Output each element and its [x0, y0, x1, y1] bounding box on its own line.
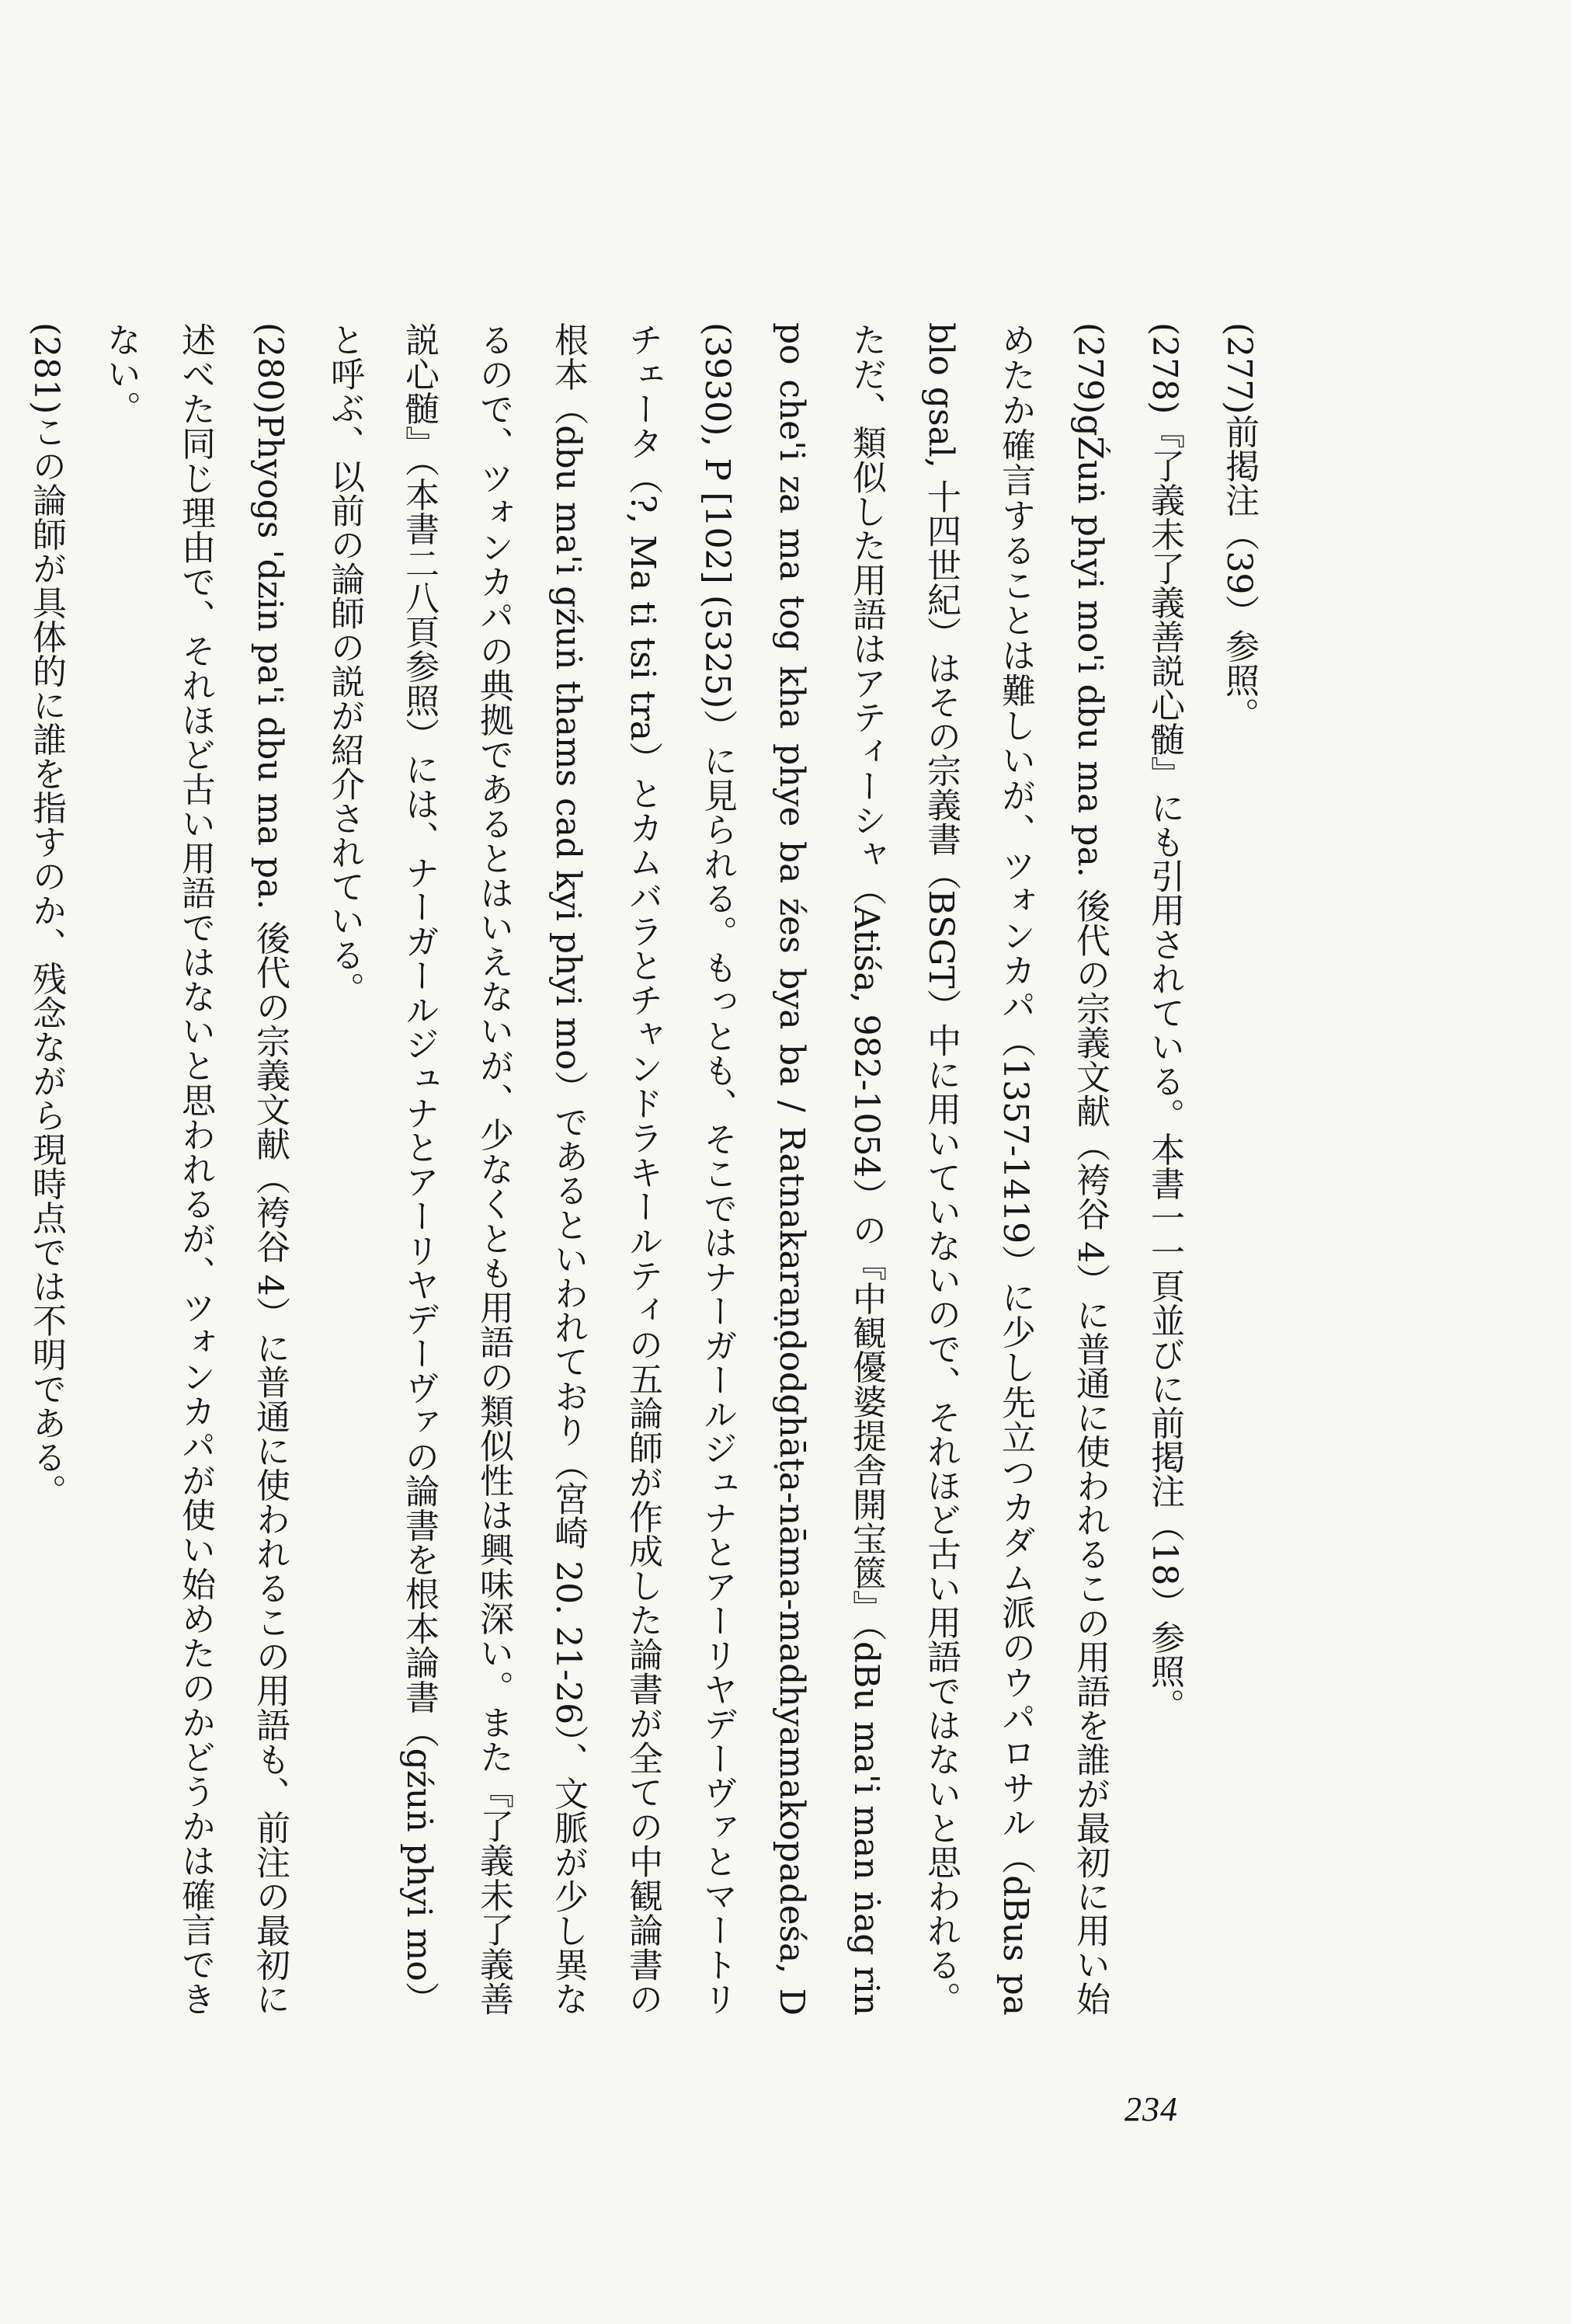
footnote-text: Phyogs 'dzin pa'i dbu ma pa. 後代の宗義文献（袴谷 4）に普通に使われるこの用語も、前注の最初に述べた同じ理由で、それほど古い用語ではないと思われるが、ツォンカパが使い始めたのかどうかは確言できない。: [101, 322, 290, 2016]
footnote-number: (279): [1070, 322, 1110, 415]
footnote-number: (277): [1219, 322, 1259, 415]
footnote-279: [307, 322, 1127, 2016]
footnote-number: (281): [26, 322, 66, 415]
footnote-text: 『了義未了義善説心髄』にも引用されている。本書一一頁並びに前掲注（18）参照。: [1145, 414, 1184, 1723]
footnote-281: [9, 322, 83, 2016]
footnote-277: [1201, 322, 1276, 2016]
footnote-280: [83, 322, 307, 2016]
footnote-number: (278): [1145, 322, 1184, 415]
footnote-number: (280): [250, 322, 290, 415]
footnotes-block: [2, 322, 1276, 2016]
footnote-text: gŹuṅ phyi mo'i dbu ma pa. 後代の宗義文献（袴谷 4）に普通に使われるこの用語を誰が最初に用い始めたか確言することは難しいが、ツォンカパ（1357-1419）に少し先立つカダム派のウパロサル（dBus pa blo gsal, 十四世紀）はその宗義書（BSGT）中に用いていないので、それほど古い用語ではないと思われる。ただ、類似した用語はアティーシャ（Atiśa, 982-1054）の『中観優婆提舎開宝篋』（dBu ma'i man ṅag rin po che'i za ma tog kha phye ba źes bya ba / Ratnakaraṇḍodghāṭa-nāma-madhyamakopadeśa, D (3930), P [102] (5325)）に見られる。もっとも、そこではナーガールジュナとアーリヤデーヴァとマートリチェータ（?, Ma ti tsi tra）とカムバラとチャンドラキールティの五論師が作成した論書が全ての中観論書の根本（dbu ma'i gźuṅ thams cad kyi phyi mo）であるといわれており（宮崎 20. 21-26）、文脈が少し異なるので、ツォンカパの典拠であるとはいえないが、少なくとも用語の類似性は興味深い。また『了義未了義善説心髄』（本書二八頁参照）には、ナーガールジュナとアーリヤデーヴァの論書を根本論書（gźuṅ phyi mo）と呼ぶ、以前の論師の説が紹介されている。: [325, 322, 1110, 2016]
footnote-text: この論師が具体的に誰を指すのか、残念ながら現時点では不明である。: [26, 414, 66, 1508]
page-number: 234: [1124, 2090, 1178, 2128]
footnote-278: [1127, 322, 1201, 2016]
footnote-282: [2, 322, 9, 2016]
footnote-text: 前掲注（39）参照。: [1219, 414, 1259, 732]
